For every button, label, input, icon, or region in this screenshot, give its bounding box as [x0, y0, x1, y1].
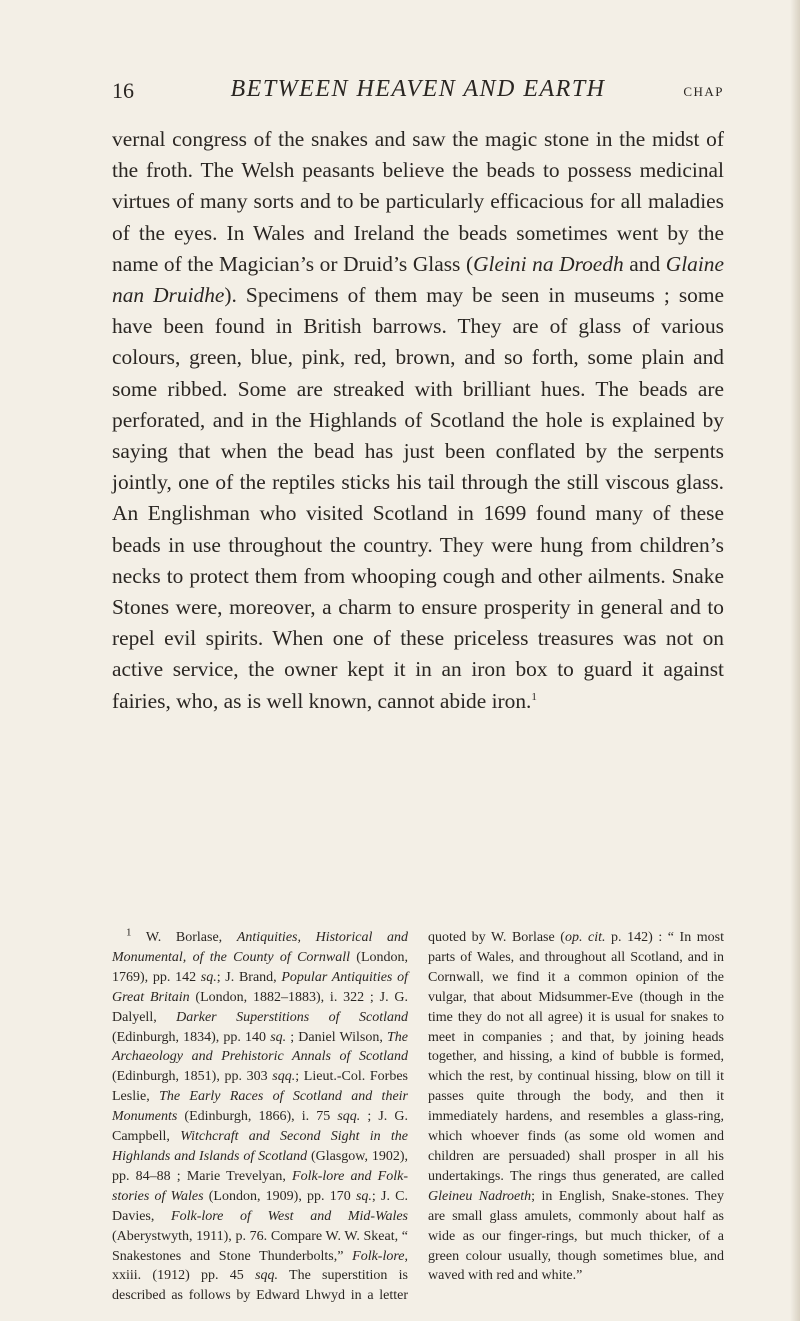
footnotes: [112, 928, 724, 1306]
page-number: 16: [112, 78, 134, 103]
page-header: [112, 76, 724, 110]
footnote-reference: 1: [531, 690, 537, 703]
footnote-1: $^1$ W. Borlase, Antiquities, Historical and Monumental, of the County of Cornwall (London, 1769), pp. 142 sq.; J. Brand, Popular Antiquities of Great Britain (London, 1882–1883), i. 322 ; J. G. Dalyell, Darker Superstitions of Scotland (Edinburgh, 1834), pp. 140 sq. ; Daniel Wilson, The Archaeology and Prehistoric Annals of Scotland (Edinburgh, 1851), pp. 303 sqq.; Lieut.-Col. Forbes Leslie, The Early Races of Scotland and their Monuments (Edinburgh, 1866), i. 75 sqq. ; J. G. Campbell, Witchcraft and Second Sight in the Highlands and Islands of Scotland (Glasgow, 1902), pp. 84–88 ; Marie Trevelyan, Folk-lore and Folk-stories of Wales (London, 1909), pp. 170 sq.; J. C. Davies, Folk-lore of West and Mid-Wales (Aberystwyth, 1911), p. 76. Compare W. W. Skeat, “ Snakestones and Stone Thunderbolts,” Folk-lore, xxiii. (1912) pp. 45 sqq. The superstition is described as follows by Edward Lhwyd in a letter quoted by W. Borlase (op. cit. p. 142) : “ In most parts of Wales, and throughout all Scotland, and in Cornwall, we find it a common opinion of the vulgar, that about Midsummer-Eve (though in the time they do not all agree) it is usual for snakes to meet in companies ; and that, by joining heads together, and hissing, a kind of bubble is formed, which the rest, by continual hissing, blow on till it passes quite through the body, and then it immediately hardens, and resembles a glass-ring, which whoever finds (as some old women and children are persuaded) shall prosper in all his undertakings. The rings thus generated, are called Gleineu Nadroeth; in English, Snake-stones. They are small glass amulets, commonly about half as wide as our finger-rings, but much thicker, of a green colour usually, though sometimes blue, and waved with red and white.”: [112, 926, 725, 1304]
chapter-mark: CHAP: [683, 84, 724, 99]
running-title: BETWEEN HEAVEN AND EARTH: [230, 76, 606, 102]
gaelic-term-2: Glaine nan Druidhe: [112, 251, 724, 308]
main-text: [112, 124, 724, 717]
body-paragraph: vernal congress of the snakes and saw the magic stone in the midst of the froth. The Welsh peasants believe the beads to possess medicinal virtues of many sorts and to be particularly efficacious for all maladies of the eyes. In Wales and Ireland the beads sometimes went by the name of the Magician’s or Druid’s Glass (Gleini na Droedh and Glaine nan Druidhe). Specimens of them may be seen in museums ; some have been found in British barrows. They are of glass of various colours, green, blue, pink, red, brown, and so forth, some plain and some ribbed. Some are streaked with brilliant hues. The beads are perforated, and in the Highlands of Scotland the hole is explained by saying that when the bead has just been conflated by the serpents jointly, one of the reptiles sticks his tail through the still viscous glass. An Englishman who visited Scotland in 1699 found many of these beads in use throughout the country. They were hung from children’s necks to protect them from whooping cough and other ailments. Snake Stones were, moreover, a charm to ensure prosperity in general and to repel evil spirits. When one of these priceless treasures was not on active service, the owner kept it in an iron box to guard it against fairies, who, as is well known, cannot abide iron.$^1$: [112, 127, 724, 713]
page-spine-shadow: [790, 0, 800, 1321]
footnote-number: 1: [126, 926, 132, 939]
welsh-term-1: Gleini na Droedh: [473, 251, 624, 276]
